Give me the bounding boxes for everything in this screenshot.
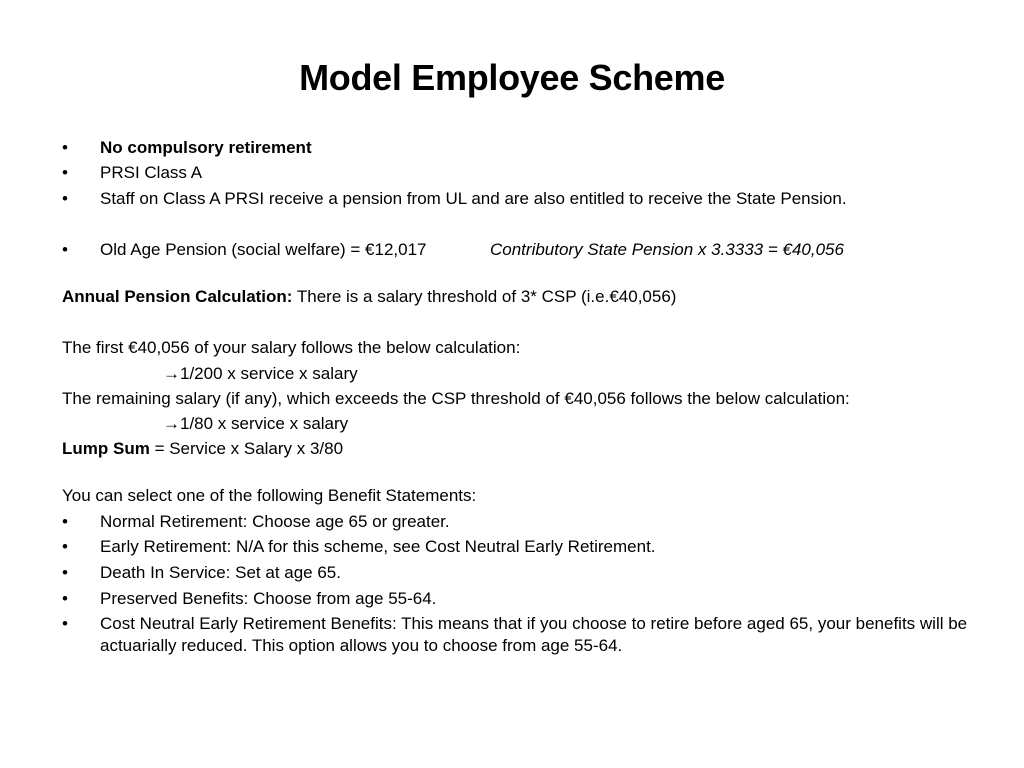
statement-early-retirement: Early Retirement: N/A for this scheme, see Cost Neutral Early Retirement.: [100, 537, 656, 556]
annual-pension-label: Annual Pension Calculation:: [62, 287, 293, 306]
statement-normal-retirement: Normal Retirement: Choose age 65 or greater.: [100, 512, 450, 531]
remaining-salary-formula: →1/80 x service x salary: [163, 414, 349, 433]
first-salary-line: The first €40,056 of your salary follows the below calculation:: [62, 338, 521, 357]
first-salary-formula: →1/200 x service x salary: [163, 364, 358, 383]
bullet-dot: •: [62, 163, 68, 182]
bullet-dot: •: [62, 189, 68, 208]
bullet-dot: •: [62, 138, 68, 157]
statement-preserved-benefits: Preserved Benefits: Choose from age 55-64.: [100, 589, 437, 608]
lump-sum-label: Lump Sum: [62, 439, 150, 458]
bullet-no-compulsory-retirement: No compulsory retirement: [100, 138, 312, 157]
bullet-prsi-class: PRSI Class A: [100, 163, 203, 182]
slide-title: Model Employee Scheme: [299, 57, 725, 98]
statement-cost-neutral-early-retirement: Cost Neutral Early Retirement Benefits: This means that if you choose to retire before aged 65, your benefits will be actuarially reduced. This option allows you to choose from age 55-64.: [100, 614, 968, 655]
annual-pension-line: [62, 286, 676, 308]
bullet-dot: •: [62, 589, 68, 608]
annual-pension-text: There is a salary threshold of 3* CSP (i.e.€40,056): [292, 287, 677, 306]
lump-sum-text: = Service x Salary x 3/80: [149, 439, 344, 458]
lump-sum-line: [62, 438, 343, 460]
bullet-dot: •: [62, 512, 68, 531]
bullet-dot: •: [62, 614, 68, 633]
benefit-statements-intro: You can select one of the following Benefit Statements:: [62, 486, 477, 505]
remaining-salary-line: The remaining salary (if any), which exceeds the CSP threshold of €40,056 follows the below calculation:: [62, 389, 850, 408]
statement-death-in-service: Death In Service: Set at age 65.: [100, 563, 341, 582]
contributory-state-pension-note: Contributory State Pension x 3.3333 = €40,056: [490, 240, 844, 259]
bullet-dot: •: [62, 537, 68, 556]
bullet-old-age-pension: Old Age Pension (social welfare) = €12,017: [100, 240, 427, 259]
bullet-dot: •: [62, 563, 68, 582]
bullet-staff-class-a: Staff on Class A PRSI receive a pension from UL and are also entitled to receive the State Pension.: [100, 189, 847, 208]
bullet-dot: •: [62, 240, 68, 259]
